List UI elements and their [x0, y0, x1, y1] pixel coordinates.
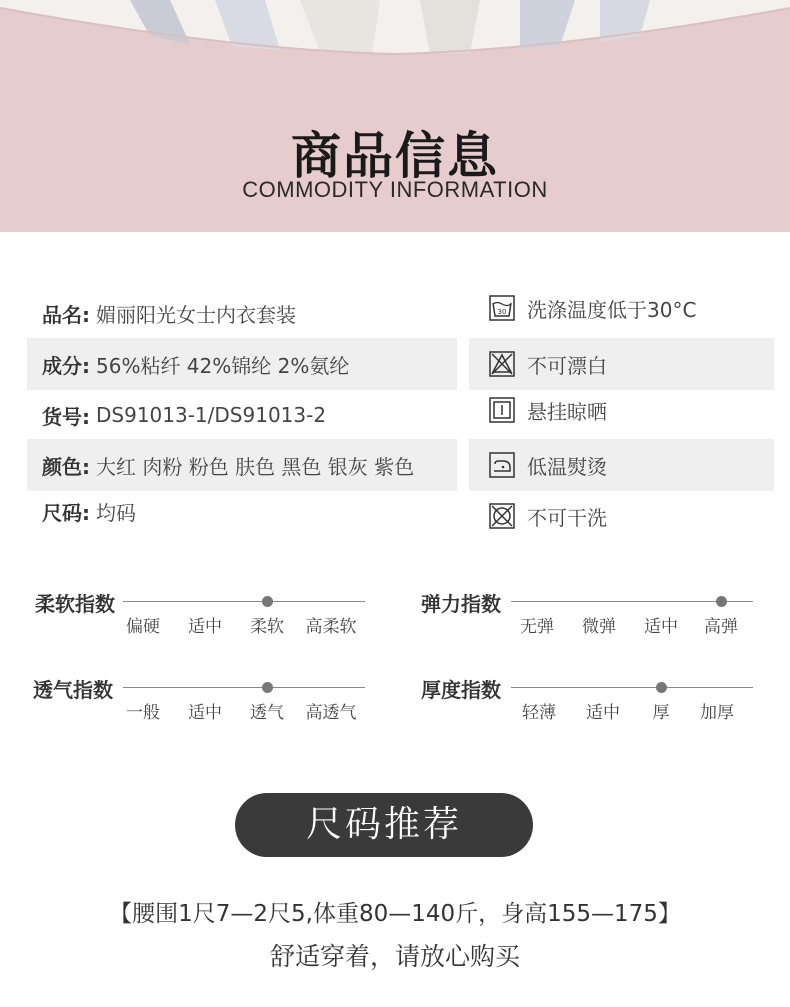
- care-row-wash: [469, 282, 774, 334]
- index-line: [511, 687, 753, 688]
- page-title: 商品信息: [291, 127, 499, 185]
- index-option: 适中: [188, 617, 222, 637]
- index-option: 适中: [644, 617, 678, 637]
- info-row-size: [27, 485, 457, 537]
- index-option: 高柔软: [305, 617, 357, 637]
- index-option: 无弹: [520, 617, 554, 637]
- elasticity-index: [421, 584, 766, 637]
- info-key: 颜色:: [42, 454, 90, 479]
- index-line: [123, 601, 365, 602]
- info-key: 尺码:: [42, 500, 90, 525]
- page-subtitle: COMMODITY INFORMATION: [242, 177, 548, 202]
- index-line: [123, 687, 365, 688]
- index-option: 一般: [126, 703, 160, 723]
- info-row-colors: [27, 439, 457, 491]
- index-option: 适中: [188, 703, 222, 723]
- info-key: 货号:: [42, 404, 90, 429]
- info-value: 56%粘纤 42%锦纶 2%氨纶: [96, 353, 350, 378]
- softness-index: [35, 584, 380, 637]
- info-value: DS91013-1/DS91013-2: [96, 403, 327, 427]
- care-label: 悬挂晾晒: [527, 399, 607, 424]
- info-row-item-number: [27, 389, 457, 441]
- thickness-index: [421, 670, 766, 723]
- index-option: 柔软: [250, 617, 284, 637]
- info-row-name: [27, 287, 457, 339]
- index-option: 厚: [652, 703, 670, 723]
- size-note-text: 舒适穿着，请放心购买: [269, 942, 520, 971]
- care-label: 低温熨烫: [527, 454, 607, 479]
- info-value: 媚丽阳光女士内衣套装: [96, 302, 296, 327]
- no-dry-clean-icon: [489, 503, 515, 529]
- care-label: 洗涤温度低于30°C: [527, 297, 697, 322]
- header-banner: [0, 0, 790, 232]
- index-title: 弹力指数: [421, 592, 501, 616]
- index-marker: [716, 596, 727, 607]
- info-value: 大红 肉粉 粉色 肤色 黑色 银灰 紫色: [96, 454, 415, 479]
- product-photo-strip: [0, 0, 790, 58]
- size-range-text: 【腰围1尺7—2尺5,体重80—140斤，身高155—175】: [109, 901, 681, 927]
- index-option: 偏硬: [126, 617, 160, 637]
- care-row-bleach: [469, 338, 774, 390]
- low-iron-icon: [489, 452, 515, 478]
- wash-30-icon: [489, 295, 515, 321]
- index-option: 加厚: [700, 703, 734, 723]
- index-option: 微弹: [582, 617, 616, 637]
- hang-dry-icon: [489, 397, 515, 423]
- index-title: 柔软指数: [35, 592, 115, 616]
- care-row-dry: [469, 384, 774, 436]
- care-row-iron: [469, 439, 774, 491]
- index-marker: [262, 682, 273, 693]
- index-title: 透气指数: [33, 678, 113, 702]
- index-option: 高透气: [305, 703, 357, 723]
- care-label: 不可干洗: [527, 505, 607, 530]
- info-row-composition: [27, 338, 457, 390]
- index-marker: [656, 682, 667, 693]
- index-option: 透气: [250, 703, 284, 723]
- care-label: 不可漂白: [527, 353, 607, 378]
- index-option: 轻薄: [522, 703, 556, 723]
- index-title: 厚度指数: [421, 678, 501, 702]
- index-option: 高弹: [704, 617, 738, 637]
- info-key: 成分:: [42, 353, 90, 378]
- index-marker: [262, 596, 273, 607]
- no-bleach-icon: [489, 351, 515, 377]
- breathability-index: [33, 670, 378, 723]
- info-value: 均码: [96, 500, 136, 525]
- svg-text:30: 30: [497, 308, 507, 316]
- care-row-dry-clean: [469, 490, 774, 542]
- info-key: 品名:: [42, 302, 90, 327]
- index-option: 适中: [586, 703, 620, 723]
- size-recommend-heading: 尺码推荐: [235, 793, 533, 857]
